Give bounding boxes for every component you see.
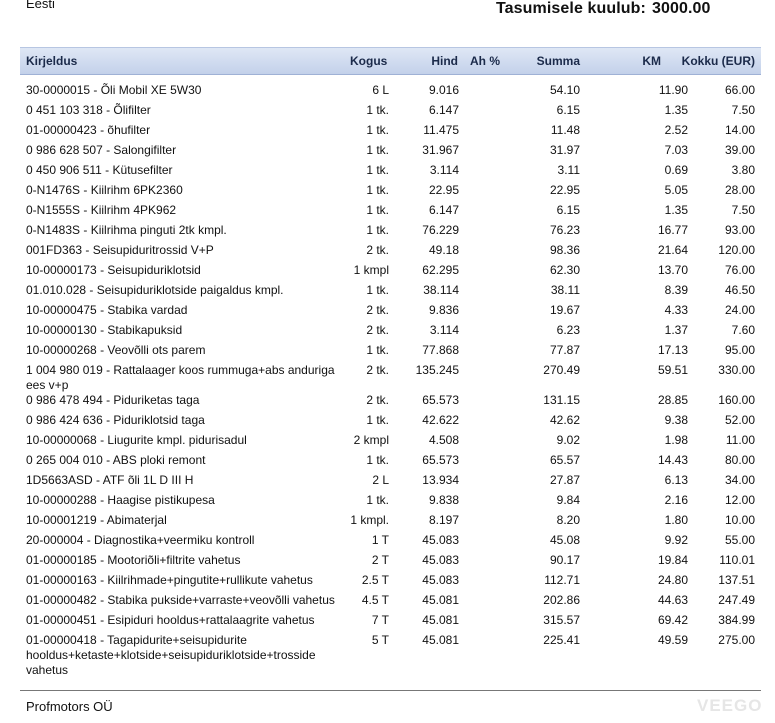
item-total: 10.00 bbox=[724, 513, 755, 527]
item-sum: 19.67 bbox=[549, 303, 580, 317]
item-price: 76.229 bbox=[422, 223, 459, 237]
item-total: 39.00 bbox=[724, 143, 755, 157]
item-total: 66.00 bbox=[724, 83, 755, 97]
item-description: 1 004 980 019 - Rattalaager koos rummuga+abs anduriga ees v+p bbox=[26, 363, 335, 392]
item-price: 38.114 bbox=[423, 283, 459, 297]
item-total: 55.00 bbox=[724, 533, 755, 547]
item-quantity: 1 tk. bbox=[366, 413, 389, 427]
table-row bbox=[0, 103, 775, 123]
item-price: 62.295 bbox=[422, 263, 459, 277]
table-row bbox=[0, 393, 775, 413]
item-quantity: 2 L bbox=[372, 473, 389, 487]
item-vat: 7.03 bbox=[664, 143, 688, 157]
item-price: 13.934 bbox=[422, 473, 459, 487]
item-description: 1D5663ASD - ATF õli 1L D III H bbox=[26, 473, 194, 487]
item-vat: 49.59 bbox=[657, 633, 688, 647]
item-sum: 225.41 bbox=[543, 633, 580, 647]
item-sum: 27.87 bbox=[549, 473, 580, 487]
item-quantity: 7 T bbox=[371, 613, 389, 627]
item-quantity: 2 T bbox=[371, 553, 389, 567]
item-sum: 131.15 bbox=[543, 393, 580, 407]
item-sum: 62.30 bbox=[549, 263, 580, 277]
item-vat: 59.51 bbox=[657, 363, 688, 377]
table-row bbox=[0, 593, 775, 613]
item-description: 01-00000451 - Esipiduri hooldus+rattalaagrite vahetus bbox=[26, 613, 315, 627]
item-total: 160.00 bbox=[718, 393, 755, 407]
item-description: 0-N1555S - Kiilrihm 4PK962 bbox=[26, 203, 177, 217]
item-total: 7.60 bbox=[731, 323, 755, 337]
table-row bbox=[0, 363, 775, 393]
table-row bbox=[0, 633, 775, 677]
line-items bbox=[0, 83, 775, 677]
item-price: 65.573 bbox=[422, 393, 459, 407]
item-price: 42.622 bbox=[422, 413, 459, 427]
table-row bbox=[0, 453, 775, 473]
table-row bbox=[0, 223, 775, 243]
item-total: 93.00 bbox=[724, 223, 755, 237]
item-price: 9.016 bbox=[428, 83, 459, 97]
item-quantity: 1 tk. bbox=[366, 183, 389, 197]
item-sum: 202.86 bbox=[543, 593, 580, 607]
item-vat: 14.43 bbox=[657, 453, 688, 467]
item-sum: 38.11 bbox=[550, 283, 580, 297]
item-quantity: 1 tk. bbox=[366, 493, 389, 507]
item-sum: 270.49 bbox=[543, 363, 580, 377]
item-price: 45.083 bbox=[422, 573, 459, 587]
item-quantity: 2 tk. bbox=[366, 363, 389, 377]
table-row bbox=[0, 573, 775, 593]
item-vat: 69.42 bbox=[657, 613, 688, 627]
item-total: 384.99 bbox=[718, 613, 755, 627]
table-row bbox=[0, 323, 775, 343]
table-row bbox=[0, 163, 775, 183]
item-price: 45.081 bbox=[422, 613, 459, 627]
item-total: 28.00 bbox=[724, 183, 755, 197]
table-row bbox=[0, 413, 775, 433]
item-description: 0 986 424 636 - Piduriklotsid taga bbox=[26, 413, 205, 427]
item-vat: 21.64 bbox=[657, 243, 688, 257]
table-row bbox=[0, 343, 775, 363]
item-vat: 8.39 bbox=[664, 283, 688, 297]
item-description: 10-00000288 - Haagise pistikupesa bbox=[26, 493, 215, 507]
item-sum: 31.97 bbox=[549, 143, 580, 157]
item-sum: 90.17 bbox=[549, 553, 580, 567]
item-sum: 98.36 bbox=[549, 243, 580, 257]
col-quantity: Kogus bbox=[350, 54, 388, 68]
item-total: 137.51 bbox=[718, 573, 755, 587]
item-price: 45.081 bbox=[422, 633, 459, 647]
item-description: 0-N1476S - Kiilrihm 6PK2360 bbox=[26, 183, 183, 197]
col-vat: KM bbox=[642, 54, 661, 68]
item-sum: 112.71 bbox=[544, 573, 580, 587]
item-price: 6.147 bbox=[428, 103, 459, 117]
item-price: 3.114 bbox=[429, 163, 459, 177]
item-vat: 28.85 bbox=[657, 393, 688, 407]
item-quantity: 2 tk. bbox=[366, 303, 389, 317]
item-total: 11.00 bbox=[725, 433, 755, 447]
item-quantity: 1 tk. bbox=[366, 163, 389, 177]
item-sum: 6.23 bbox=[556, 323, 580, 337]
item-description: 01-00000418 - Tagapidurite+seisupidurite hooldus+ketaste+klotside+seisupiduriklotside+trosside vahetus bbox=[26, 633, 316, 677]
item-quantity: 2 kmpl bbox=[353, 433, 389, 447]
table-row bbox=[0, 263, 775, 283]
col-total: Kokku (EUR) bbox=[681, 54, 755, 68]
table-row bbox=[0, 143, 775, 163]
item-vat: 0.69 bbox=[664, 163, 688, 177]
item-sum: 11.48 bbox=[550, 123, 580, 137]
item-total: 7.50 bbox=[731, 203, 755, 217]
item-sum: 77.87 bbox=[549, 343, 580, 357]
item-sum: 65.57 bbox=[549, 453, 580, 467]
payable-amount: 3000.00 bbox=[651, 0, 711, 17]
item-total: 24.00 bbox=[724, 303, 755, 317]
item-price: 45.083 bbox=[422, 533, 459, 547]
item-description: 01-00000185 - Mootoriõli+filtrite vahetus bbox=[26, 553, 241, 567]
item-sum: 9.84 bbox=[556, 493, 580, 507]
item-quantity: 5 T bbox=[371, 633, 389, 647]
item-price: 9.838 bbox=[428, 493, 459, 507]
item-description: 10-00000268 - Veovõlli ots parem bbox=[26, 343, 206, 357]
item-description: 30-0000015 - Õli Mobil XE 5W30 bbox=[26, 83, 202, 97]
table-row bbox=[0, 473, 775, 493]
item-description: 01-00000163 - Kiilrihmade+pingutite+rullikute vahetus bbox=[26, 573, 313, 587]
item-vat: 9.92 bbox=[664, 533, 688, 547]
item-vat: 11.90 bbox=[658, 83, 688, 97]
item-price: 45.081 bbox=[422, 593, 459, 607]
item-total: 275.00 bbox=[718, 633, 755, 647]
item-total: 110.01 bbox=[719, 553, 755, 567]
item-quantity: 1 tk. bbox=[366, 453, 389, 467]
item-vat: 1.37 bbox=[664, 323, 688, 337]
item-quantity: 6 L bbox=[372, 83, 389, 97]
item-description: 01-00000423 - õhufilter bbox=[26, 123, 151, 137]
item-vat: 13.70 bbox=[657, 263, 688, 277]
item-quantity: 1 kmpl bbox=[353, 263, 389, 277]
col-description: Kirjeldus bbox=[26, 54, 78, 68]
item-total: 46.50 bbox=[724, 283, 755, 297]
item-price: 65.573 bbox=[422, 453, 459, 467]
item-total: 95.00 bbox=[724, 343, 755, 357]
item-sum: 45.08 bbox=[549, 533, 580, 547]
item-sum: 22.95 bbox=[549, 183, 580, 197]
item-price: 9.836 bbox=[428, 303, 459, 317]
company-name: Profmotors OÜ bbox=[26, 699, 113, 714]
payable-total bbox=[496, 0, 711, 18]
table-row bbox=[0, 303, 775, 323]
item-description: 10-00000130 - Stabikapuksid bbox=[26, 323, 183, 337]
item-price: 49.18 bbox=[428, 243, 459, 257]
item-vat: 2.16 bbox=[664, 493, 688, 507]
item-description: 0 986 478 494 - Piduriketas taga bbox=[26, 393, 200, 407]
item-sum: 54.10 bbox=[549, 83, 580, 97]
item-total: 330.00 bbox=[718, 363, 755, 377]
item-vat: 24.80 bbox=[657, 573, 688, 587]
item-total: 7.50 bbox=[731, 103, 755, 117]
table-row bbox=[0, 553, 775, 573]
item-quantity: 1 tk. bbox=[366, 223, 389, 237]
item-quantity: 1 tk. bbox=[366, 343, 389, 357]
item-total: 247.49 bbox=[718, 593, 755, 607]
table-row bbox=[0, 123, 775, 143]
item-vat: 6.13 bbox=[664, 473, 688, 487]
footer-divider bbox=[20, 690, 761, 691]
item-vat: 1.35 bbox=[664, 103, 688, 117]
item-sum: 42.62 bbox=[549, 413, 580, 427]
item-vat: 2.52 bbox=[664, 123, 688, 137]
item-description: 0 450 906 511 - Kütusefilter bbox=[26, 163, 173, 177]
item-quantity: 4.5 T bbox=[361, 593, 389, 607]
table-row bbox=[0, 433, 775, 453]
item-description: 0 986 628 507 - Salongifilter bbox=[26, 143, 177, 157]
item-price: 135.245 bbox=[415, 363, 459, 377]
item-sum: 9.02 bbox=[556, 433, 580, 447]
table-row bbox=[0, 493, 775, 513]
table-row bbox=[0, 203, 775, 223]
item-price: 31.967 bbox=[422, 143, 459, 157]
item-description: 01-00000482 - Stabika pukside+varraste+veovõlli vahetus bbox=[26, 593, 335, 607]
item-vat: 19.84 bbox=[657, 553, 688, 567]
item-description: 10-00000173 - Seisupiduriklotsid bbox=[26, 263, 201, 277]
item-sum: 3.11 bbox=[557, 163, 580, 177]
item-quantity: 2 tk. bbox=[366, 243, 389, 257]
item-sum: 6.15 bbox=[556, 203, 580, 217]
item-description: 01.010.028 - Seisupiduriklotside paigaldus kmpl. bbox=[26, 283, 284, 297]
item-quantity: 2.5 T bbox=[361, 573, 389, 587]
item-description: 10-00000068 - Liugurite kmpl. pidurisadul bbox=[26, 433, 247, 447]
item-price: 22.95 bbox=[428, 183, 459, 197]
item-vat: 44.63 bbox=[657, 593, 688, 607]
item-price: 45.083 bbox=[422, 553, 459, 567]
table-row bbox=[0, 533, 775, 553]
item-description: 001FD363 - Seisupiduritrossid V+P bbox=[26, 243, 214, 257]
item-description: 0 265 004 010 - ABS ploki remont bbox=[26, 453, 206, 467]
item-sum: 6.15 bbox=[556, 103, 580, 117]
item-price: 6.147 bbox=[428, 203, 459, 217]
col-discount: Ah % bbox=[470, 54, 500, 68]
payable-label: Tasumisele kuulub: bbox=[496, 0, 646, 17]
table-row bbox=[0, 613, 775, 633]
col-price: Hind bbox=[431, 54, 458, 68]
item-price: 11.475 bbox=[423, 123, 459, 137]
table-row bbox=[0, 283, 775, 303]
item-quantity: 1 tk. bbox=[366, 123, 389, 137]
item-vat: 16.77 bbox=[657, 223, 688, 237]
item-total: 52.00 bbox=[724, 413, 755, 427]
item-quantity: 2 tk. bbox=[366, 323, 389, 337]
language-label: Eesti bbox=[26, 0, 55, 11]
item-description: 10-00001219 - Abimaterjal bbox=[26, 513, 167, 527]
item-vat: 1.98 bbox=[664, 433, 688, 447]
item-description: 0 451 103 318 - Õlifilter bbox=[26, 103, 151, 117]
table-row bbox=[0, 83, 775, 103]
item-quantity: 1 tk. bbox=[366, 103, 389, 117]
item-description: 20-000004 - Diagnostika+veermiku kontroll bbox=[26, 533, 255, 547]
item-quantity: 1 tk. bbox=[366, 143, 389, 157]
item-quantity: 1 tk. bbox=[366, 283, 389, 297]
item-quantity: 2 tk. bbox=[366, 393, 389, 407]
item-price: 8.197 bbox=[428, 513, 459, 527]
col-sum: Summa bbox=[536, 54, 580, 68]
item-quantity: 1 tk. bbox=[366, 203, 389, 217]
item-total: 14.00 bbox=[724, 123, 755, 137]
item-vat: 17.13 bbox=[657, 343, 688, 357]
item-price: 3.114 bbox=[429, 323, 459, 337]
watermark-logo: VEEGO bbox=[697, 696, 763, 715]
item-total: 80.00 bbox=[724, 453, 755, 467]
item-total: 34.00 bbox=[724, 473, 755, 487]
item-sum: 315.57 bbox=[543, 613, 580, 627]
item-description: 0-N1483S - Kiilrihma pinguti 2tk kmpl. bbox=[26, 223, 227, 237]
item-sum: 76.23 bbox=[549, 223, 580, 237]
item-vat: 5.05 bbox=[664, 183, 688, 197]
table-row bbox=[0, 513, 775, 533]
item-description: 10-00000475 - Stabika vardad bbox=[26, 303, 188, 317]
item-price: 4.508 bbox=[428, 433, 459, 447]
item-vat: 1.35 bbox=[664, 203, 688, 217]
item-total: 120.00 bbox=[718, 243, 755, 257]
item-vat: 1.80 bbox=[664, 513, 688, 527]
item-total: 76.00 bbox=[724, 263, 755, 277]
item-quantity: 1 T bbox=[371, 533, 389, 547]
table-row bbox=[0, 243, 775, 263]
item-sum: 8.20 bbox=[556, 513, 580, 527]
item-total: 12.00 bbox=[724, 493, 755, 507]
table-header bbox=[20, 47, 761, 75]
item-vat: 9.38 bbox=[664, 413, 688, 427]
item-total: 3.80 bbox=[731, 163, 755, 177]
table-row bbox=[0, 183, 775, 203]
item-vat: 4.33 bbox=[664, 303, 688, 317]
item-quantity: 1 kmpl. bbox=[350, 513, 389, 527]
item-price: 77.868 bbox=[422, 343, 459, 357]
